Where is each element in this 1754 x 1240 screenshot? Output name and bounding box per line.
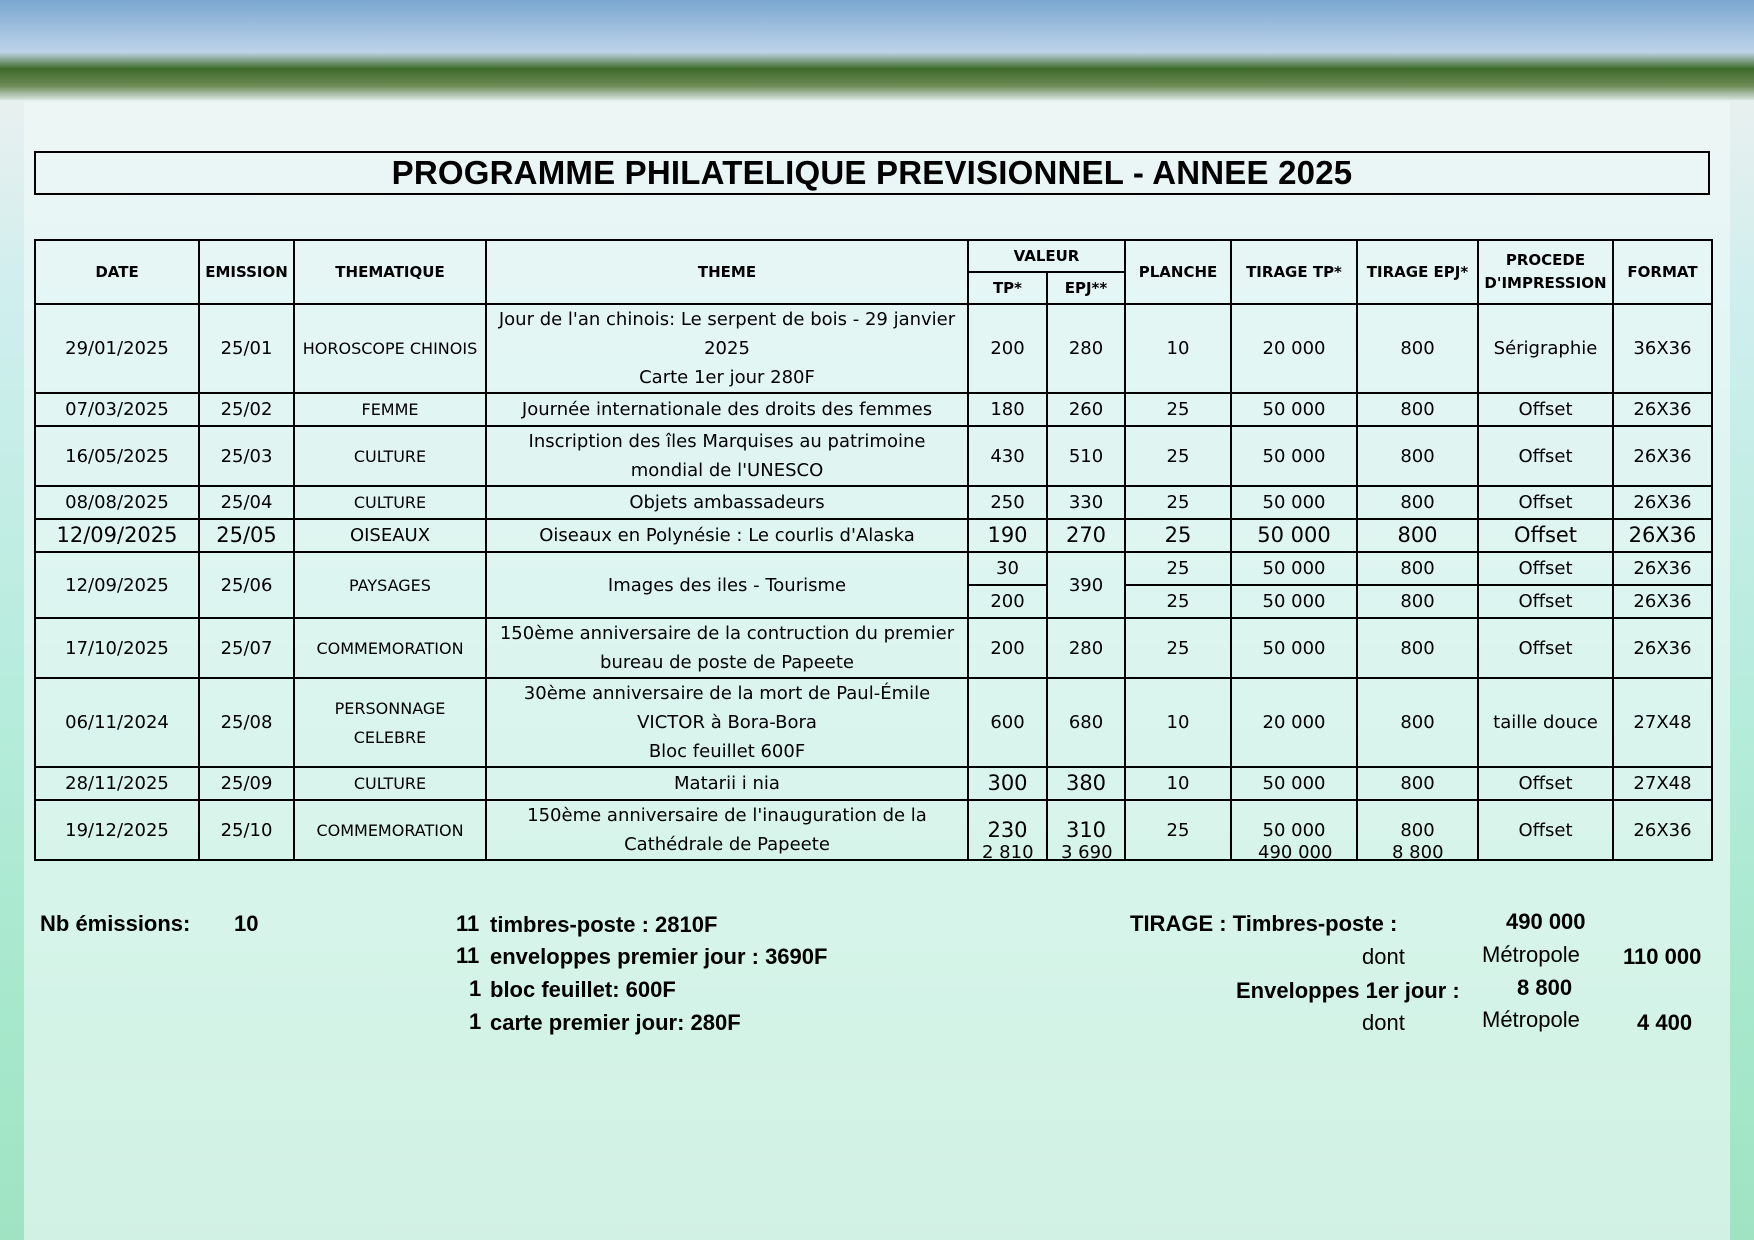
table-row <box>35 393 1712 426</box>
cell-theme <box>486 426 968 486</box>
cell-format: 26X36 <box>1613 426 1712 486</box>
cell-epj: 270 <box>1047 519 1125 552</box>
cell-tirage-epj: 800 <box>1357 767 1478 800</box>
metropole-epj-value: 4 400 <box>1637 1010 1693 1035</box>
cell-tp: 230 <box>968 800 1047 860</box>
cell-format: 27X48 <box>1613 678 1712 767</box>
cell-emission: 25/06 <box>199 552 294 618</box>
cell-planche: 25 <box>1125 393 1231 426</box>
cell-planche: 25 <box>1125 426 1231 486</box>
cell-tirage-epj: 800 <box>1357 304 1478 393</box>
header-date: DATE <box>35 240 199 304</box>
cell-tp: 30 <box>968 552 1047 585</box>
cell-planche: 25 <box>1125 800 1231 860</box>
thematique-line: PERSONNAGE <box>334 698 446 718</box>
cell-emission: 25/05 <box>199 519 294 552</box>
cell-emission: 25/03 <box>199 426 294 486</box>
cell-emission: 25/07 <box>199 618 294 678</box>
cell-theme: Images des iles - Tourisme <box>486 552 968 618</box>
theme-line: Inscription des îles Marquises au patrimoine <box>528 431 926 452</box>
cell-planche: 10 <box>1125 767 1231 800</box>
cell-tp: 200 <box>968 585 1047 618</box>
cell-procede: Offset <box>1478 585 1613 618</box>
cell-tirage-epj: 800 <box>1357 678 1478 767</box>
cell-theme <box>486 678 968 767</box>
cell-tirage-tp: 50 000 <box>1231 767 1357 800</box>
header-procede-line1: PROCEDE <box>1505 251 1586 269</box>
theme-line: VICTOR à Bora-Bora <box>637 712 817 733</box>
cell-format: 26X36 <box>1613 585 1712 618</box>
cell-procede: Offset <box>1478 800 1613 860</box>
cell-tirage-tp: 50 000 <box>1231 618 1357 678</box>
cell-epj: 680 <box>1047 678 1125 767</box>
dont-label: dont <box>1362 944 1405 969</box>
theme-line: Bloc feuillet 600F <box>648 741 806 762</box>
cell-emission: 25/04 <box>199 486 294 519</box>
cell-epj: 310 <box>1047 800 1125 860</box>
cell-procede: Offset <box>1478 618 1613 678</box>
cell-theme: Journée internationale des droits des femmes <box>486 393 968 426</box>
cell-emission: 25/08 <box>199 678 294 767</box>
cell-format: 27X48 <box>1613 767 1712 800</box>
header-planche: PLANCHE <box>1125 240 1231 304</box>
cell-planche: 25 <box>1125 618 1231 678</box>
cell-thematique: CULTURE <box>294 486 486 519</box>
cell-thematique: COMMEMORATION <box>294 800 486 860</box>
cell-tp: 600 <box>968 678 1047 767</box>
tirage-epj-value: 8 800 <box>1517 975 1573 1000</box>
cell-procede: Offset <box>1478 767 1613 800</box>
cell-epj: 510 <box>1047 426 1125 486</box>
cell-thematique: CULTURE <box>294 767 486 800</box>
summary-count: 11 <box>456 911 480 936</box>
header-procede <box>1478 240 1613 304</box>
cell-tirage-epj: 800 <box>1357 585 1478 618</box>
table-row <box>35 618 1712 678</box>
cell-tirage-tp: 50 000 <box>1231 800 1357 860</box>
cell-emission: 25/09 <box>199 767 294 800</box>
cell-tirage-epj: 800 <box>1357 393 1478 426</box>
cell-date: 19/12/2025 <box>35 800 199 860</box>
cell-thematique: HOROSCOPE CHINOIS <box>294 304 486 393</box>
cell-epj: 260 <box>1047 393 1125 426</box>
program-table <box>34 239 1713 861</box>
cell-tp: 430 <box>968 426 1047 486</box>
cell-planche: 10 <box>1125 304 1231 393</box>
table-row <box>35 767 1712 800</box>
cell-tirage-epj: 800 <box>1357 519 1478 552</box>
cell-thematique <box>294 678 486 767</box>
cell-planche: 10 <box>1125 678 1231 767</box>
cell-planche: 25 <box>1125 486 1231 519</box>
cell-date: 12/09/2025 <box>35 519 199 552</box>
cell-thematique: COMMEMORATION <box>294 618 486 678</box>
metropole-label: Métropole <box>1482 1007 1580 1032</box>
total-tirage-tp: 490 000 <box>1258 842 1333 863</box>
metropole-tp-value: 110 000 <box>1623 944 1702 969</box>
header-tirage-epj: TIRAGE EPJ* <box>1357 240 1478 304</box>
theme-line: Jour de l'an chinois: Le serpent de bois - 29 janvier <box>498 309 956 330</box>
cell-format: 26X36 <box>1613 800 1712 860</box>
cell-tirage-tp: 50 000 <box>1231 519 1357 552</box>
cell-procede: taille douce <box>1478 678 1613 767</box>
cell-tirage-tp: 20 000 <box>1231 678 1357 767</box>
page-title: PROGRAMME PHILATELIQUE PREVISIONNEL - ANNEE 2025 <box>34 151 1710 195</box>
header-format: FORMAT <box>1613 240 1712 304</box>
cell-tp: 200 <box>968 304 1047 393</box>
cell-date: 08/08/2025 <box>35 486 199 519</box>
cell-emission: 25/02 <box>199 393 294 426</box>
cell-epj: 280 <box>1047 304 1125 393</box>
cell-tp: 200 <box>968 618 1047 678</box>
cell-date: 06/11/2024 <box>35 678 199 767</box>
header-tirage-tp: TIRAGE TP* <box>1231 240 1357 304</box>
cell-date: 17/10/2025 <box>35 618 199 678</box>
header-thematique: THEMATIQUE <box>294 240 486 304</box>
summary-count: 11 <box>456 943 480 968</box>
nb-emissions-label: Nb émissions: <box>40 911 191 936</box>
table-row <box>35 800 1712 860</box>
cell-procede: Offset <box>1478 393 1613 426</box>
cell-tirage-epj: 800 <box>1357 800 1478 860</box>
cell-tp: 250 <box>968 486 1047 519</box>
cell-date: 12/09/2025 <box>35 552 199 618</box>
cell-format: 26X36 <box>1613 519 1712 552</box>
header-epj: EPJ** <box>1047 272 1125 304</box>
cell-procede: Offset <box>1478 486 1613 519</box>
cell-epj: 380 <box>1047 767 1125 800</box>
cell-tp: 180 <box>968 393 1047 426</box>
summary-text: timbres-poste : 2810F <box>490 912 718 937</box>
table-row <box>35 552 1712 585</box>
cell-epj: 280 <box>1047 618 1125 678</box>
cell-tp: 190 <box>968 519 1047 552</box>
theme-line: Cathédrale de Papeete <box>624 834 830 855</box>
cell-procede: Offset <box>1478 426 1613 486</box>
cell-date: 07/03/2025 <box>35 393 199 426</box>
table-row <box>35 304 1712 393</box>
cell-epj: 330 <box>1047 486 1125 519</box>
summary-count: 1 <box>469 1009 482 1034</box>
theme-line: Carte 1er jour 280F <box>639 367 815 388</box>
cell-epj: 390 <box>1047 552 1125 618</box>
cell-procede: Offset <box>1478 552 1613 585</box>
nb-emissions-value: 10 <box>234 911 259 936</box>
theme-line: 2025 <box>704 338 750 359</box>
cell-theme <box>486 618 968 678</box>
cell-tirage-tp: 20 000 <box>1231 304 1357 393</box>
cell-format: 26X36 <box>1613 393 1712 426</box>
cell-theme: Matarii i nia <box>486 767 968 800</box>
summary-text: bloc feuillet: 600F <box>490 977 676 1002</box>
cell-tirage-tp: 50 000 <box>1231 486 1357 519</box>
metropole-label: Métropole <box>1482 942 1580 967</box>
cell-theme <box>486 800 968 860</box>
cell-theme: Objets ambassadeurs <box>486 486 968 519</box>
total-tirage-epj: 8 800 <box>1392 842 1444 863</box>
summary-text: carte premier jour: 280F <box>490 1010 741 1035</box>
cell-thematique: PAYSAGES <box>294 552 486 618</box>
cell-format: 26X36 <box>1613 486 1712 519</box>
cell-emission: 25/10 <box>199 800 294 860</box>
dont-label: dont <box>1362 1010 1405 1035</box>
table-row <box>35 519 1712 552</box>
table-row <box>35 486 1712 519</box>
theme-line: 150ème anniversaire de la contruction du premier <box>499 623 955 644</box>
cell-thematique: CULTURE <box>294 426 486 486</box>
tirage-tp-value: 490 000 <box>1506 909 1586 934</box>
theme-line: mondial de l'UNESCO <box>630 460 824 481</box>
cell-date: 29/01/2025 <box>35 304 199 393</box>
cell-theme <box>486 304 968 393</box>
cell-tirage-tp: 50 000 <box>1231 426 1357 486</box>
summary-text: enveloppes premier jour : 3690F <box>490 944 828 969</box>
cell-tp: 300 <box>968 767 1047 800</box>
cell-thematique: OISEAUX <box>294 519 486 552</box>
theme-line: 150ème anniversaire de l'inauguration de la <box>527 805 927 826</box>
cell-emission: 25/01 <box>199 304 294 393</box>
background-treeline <box>0 52 1754 100</box>
enveloppes-label: Enveloppes 1er jour : <box>1236 978 1460 1003</box>
cell-tirage-tp: 50 000 <box>1231 552 1357 585</box>
cell-tirage-tp: 50 000 <box>1231 585 1357 618</box>
table-row <box>35 426 1712 486</box>
cell-planche: 25 <box>1125 585 1231 618</box>
header-procede-line2: D'IMPRESSION <box>1484 274 1607 292</box>
cell-format: 26X36 <box>1613 618 1712 678</box>
thematique-line: CELEBRE <box>353 727 427 747</box>
cell-procede: Offset <box>1478 519 1613 552</box>
total-epj: 3 690 <box>1061 842 1113 863</box>
header-emission: EMISSION <box>199 240 294 304</box>
cell-date: 28/11/2025 <box>35 767 199 800</box>
cell-planche: 25 <box>1125 519 1231 552</box>
cell-tirage-epj: 800 <box>1357 552 1478 585</box>
cell-date: 16/05/2025 <box>35 426 199 486</box>
summary-count: 1 <box>469 976 482 1001</box>
header-valeur: VALEUR <box>968 240 1125 272</box>
header-theme: THEME <box>486 240 968 304</box>
table-row <box>35 678 1712 767</box>
cell-tirage-epj: 800 <box>1357 486 1478 519</box>
cell-format: 26X36 <box>1613 552 1712 585</box>
cell-tirage-tp: 50 000 <box>1231 393 1357 426</box>
theme-line: 30ème anniversaire de la mort de Paul-Émile <box>523 683 931 704</box>
header-tp: TP* <box>968 272 1047 304</box>
tirage-label: TIRAGE : Timbres-poste : <box>1130 911 1398 936</box>
cell-theme: Oiseaux en Polynésie : Le courlis d'Alaska <box>486 519 968 552</box>
cell-procede: Sérigraphie <box>1478 304 1613 393</box>
total-tp: 2 810 <box>982 842 1034 863</box>
cell-tirage-epj: 800 <box>1357 618 1478 678</box>
cell-format: 36X36 <box>1613 304 1712 393</box>
cell-planche: 25 <box>1125 552 1231 585</box>
cell-tirage-epj: 800 <box>1357 426 1478 486</box>
theme-line: bureau de poste de Papeete <box>600 652 854 673</box>
cell-thematique: FEMME <box>294 393 486 426</box>
